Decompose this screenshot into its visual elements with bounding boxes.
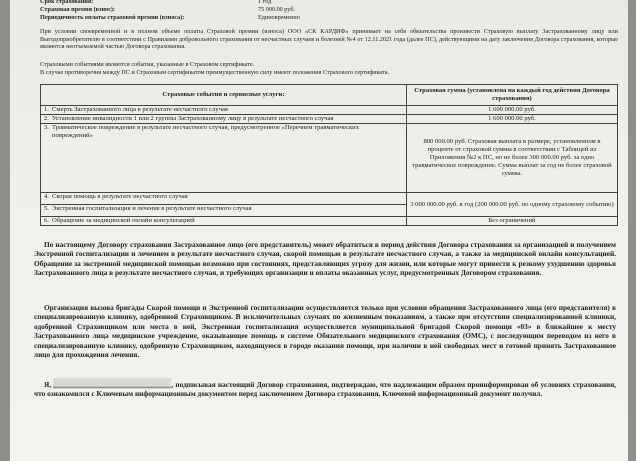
table-row bbox=[41, 106, 618, 115]
row-number: 4. bbox=[44, 193, 49, 200]
row-number: 2. bbox=[44, 115, 49, 122]
sum-cell: Без ограничений bbox=[406, 217, 617, 226]
table-row bbox=[41, 115, 618, 124]
intro-paragraph: При условии своевременной и в полном объеме оплаты Страховой премии (взноса) ООО «СК КАРДИФ» принимает на себя обязательства произвести Страховую выплату Застрахованному лицу или Выгодоприобретателю в соответствии с Правилами добровольного страхования от несчастных случаев и болезней №4 от 12.11.2021 года (далее ПС), действующими на дату заключения Договора страхования, которые являются неотъемлемой частью Договора страхования. bbox=[40, 28, 618, 51]
body-paragraph-2: Организация вызова бригады Скорой помощи и Экстренной госпитализации осуществляется только при условии обращения Застрахованного лица (его представителя) в специализированную клинику, одобренной Страховщиком. В исключительных случаях по жизненным показаниям, а также при отсутствии специализированной клиники, одобренной Страховщиком или места в ней, Экстренная госпитализация осуществляется муниципальной бригадой Скорой помощи «03» в ближайшее к месту Застрахованного лица медицинское учреждение, оказывающее помощь в системе Обязательного медицинского страхования (ОМС), с последующим переводом из него в специализированную клинику, одобренную Страховщиком, находящуюся в городе оказания помощи, при наличии в ней свободных мест и готовой принять Застрахованное лицо для прохождения лечения. bbox=[34, 303, 616, 360]
sign-text: , подписывая настоящий Договор страхования, подтверждаю, что надлежащим образом проинформирован об условиях страхования, что ознакомился с Ключевым информационным документом перед заключением Договора страхования. Ключевой информационный документ получил. bbox=[34, 380, 616, 399]
premium-value: 75 000.00 руб. bbox=[258, 6, 296, 13]
term-value: 1 год bbox=[258, 0, 272, 5]
row-number: 5. bbox=[44, 205, 49, 212]
sum-cell: 3 000 000.00 руб. в год (200 000.00 руб. по одному страховому событию) bbox=[406, 193, 617, 217]
event-text: Скорая помощь в результате несчастного случая bbox=[52, 193, 188, 200]
events-header: Страховые события и сервисные услуги: bbox=[41, 85, 407, 106]
event-text: Смерть Застрахованного лица в результате несчастного случая bbox=[52, 106, 228, 113]
periodicity-value: Единовременно bbox=[258, 14, 300, 21]
row-number: 3. bbox=[44, 124, 49, 131]
event-text: Обращение за медицинской онлайн консультацией bbox=[52, 217, 195, 224]
event-text: Травматическое повреждение в результате несчастного случая, предусмотренное «Перечнем травматических повреждений» bbox=[52, 124, 360, 139]
sign-prefix: Я, bbox=[44, 380, 52, 389]
sum-cell: 1 600 000.00 руб. bbox=[406, 106, 617, 115]
sum-cell: 1 600 000.00 руб. bbox=[406, 115, 617, 124]
event-text: Экстренная госпитализация и лечение в результате несчастного случая bbox=[52, 205, 252, 212]
precedence-line: В случае противоречия между ПС и Страховым сертификатом преимущественную силу имеют положения Страхового сертификата. bbox=[40, 69, 390, 76]
redacted-name bbox=[53, 378, 171, 388]
insured-events-line: Страховыми событиями являются события, указанные в Страховом сертификате. bbox=[40, 61, 255, 68]
table-row bbox=[41, 124, 618, 193]
term-label: Срок страхования: bbox=[40, 0, 94, 5]
row-number: 6. bbox=[44, 217, 49, 224]
event-text: Установление инвалидности 1 или 2 группы Застрахованному лицу в результате несчастного случая bbox=[52, 115, 334, 122]
row-number: 1. bbox=[44, 106, 49, 113]
table-row bbox=[41, 217, 618, 226]
sum-header: Страховая сумма (установлена на каждый год действия Договора страхования) bbox=[406, 85, 617, 106]
body-paragraph-1: По настоящему Договору страхования Застрахованное лицо (его представитель) может обратиться в период действия Договора страхования за организацией и получением Экстренной госпитализации и лечением в результате несчастного случая, скорой помощью в результате несчастного случая, а также за медицинской онлайн консультацией. Обращение за экстренной медицинской помощью возможно при состояниях, представляющих угрозу для жизни, или которые могут привести к резкому ухудшению здоровья Застрахованного лица в результате несчастного случая, и требующих организации и оплаты оказанных услуг, предусмотренных Договором страхования. bbox=[34, 240, 616, 278]
signature-paragraph bbox=[34, 378, 616, 399]
premium-label: Страховая премия (взнос): bbox=[40, 6, 116, 13]
table-row bbox=[41, 193, 618, 205]
coverage-table bbox=[40, 84, 618, 226]
sum-cell: 800 000.00 руб. Страховая выплата в размере, установленном в проценте от страховой суммы в соответствии с Таблицей из Приложения №2 к ПС, но не более 300 000.00 руб. за одно травматическое повреждение. Сумма выплат за год не более страховой суммы. bbox=[406, 124, 617, 193]
document-page bbox=[10, 0, 628, 461]
periodicity-label: Периодичность оплаты страховой премии (взноса): bbox=[40, 14, 185, 21]
